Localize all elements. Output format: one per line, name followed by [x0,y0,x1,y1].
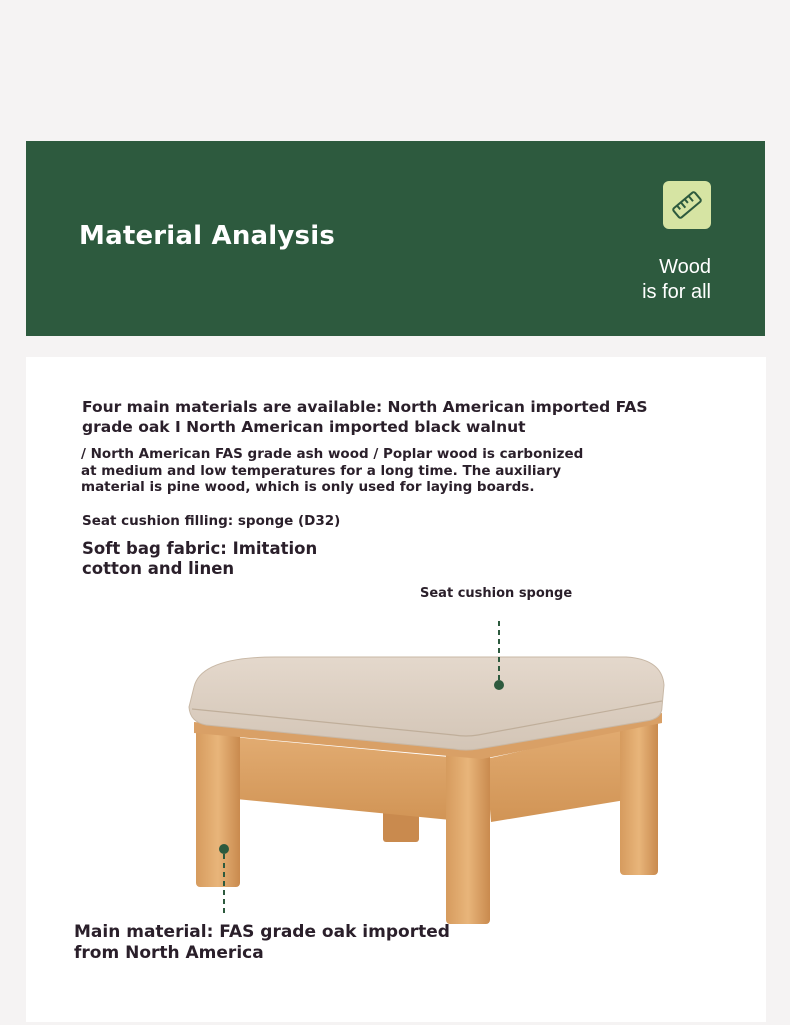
banner-title: Material Analysis [79,221,336,251]
tagline-line-1: Wood [659,256,711,278]
main-materials-text: Four main materials are available: North American imported FAS grade oak I North American imported black walnut [82,398,648,436]
back-right-leg [620,719,658,875]
fabric-text: Soft bag fabric: Imitation cotton and linen [82,539,318,578]
cushion-callout-dot [494,680,504,690]
cushion-filling-text: Seat cushion filling: sponge (D32) [82,513,341,529]
ruler-icon [663,181,711,229]
front-left-leg [196,727,240,887]
material-card [26,357,766,1022]
cushion-callout-label: Seat cushion sponge [420,586,573,601]
header-banner [26,141,765,336]
front-right-leg [446,752,490,924]
tagline [642,255,711,305]
material-callout-dot [219,844,229,854]
main-material-text: Main material: FAS grade oak imported from North America [74,922,450,963]
tagline-line-2: is for all [642,281,711,303]
auxiliary-materials-text: / North American FAS grade ash wood / Poplar wood is carbonized at medium and low temperatures for a long time. The auxiliary material is pine wood, which is only used for laying boards. [81,446,584,495]
